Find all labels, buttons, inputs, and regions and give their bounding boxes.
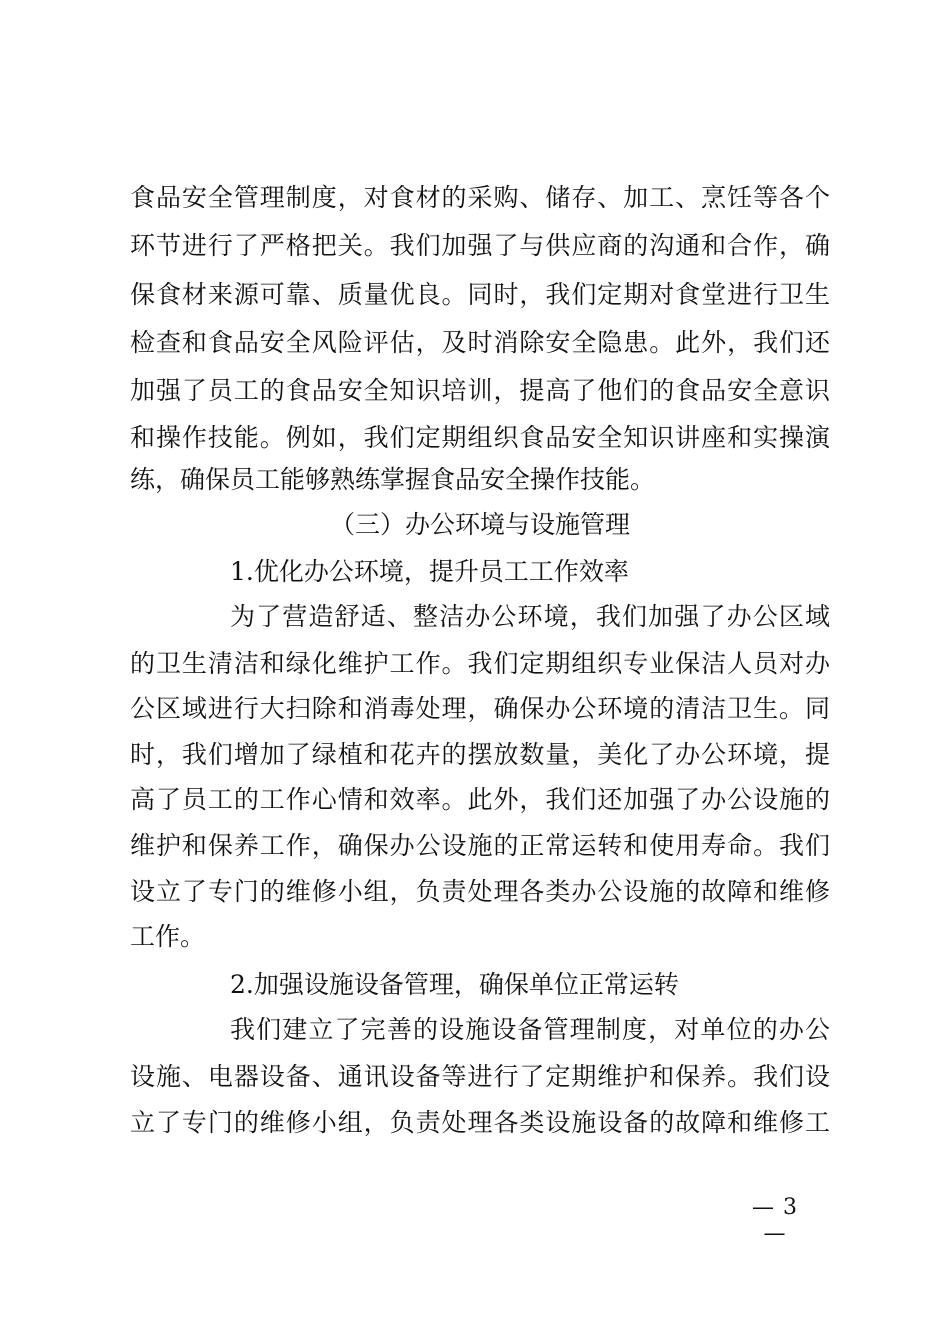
- text-line: 加强了员工的食品安全知识培训，提高了他们的食品安全意识: [130, 376, 830, 405]
- text-line: 高了员工的工作心情和效率。此外，我们还加强了办公设施的: [130, 785, 830, 814]
- text-line: 练，确保员工能够熟练掌握食品安全操作技能。: [130, 465, 656, 494]
- text-line: 工作。: [130, 922, 206, 951]
- text-line: 的卫生清洁和绿化维护工作。我们定期组织专业保洁人员对办: [130, 649, 830, 678]
- text-line: 保食材来源可靠、质量优良。同时，我们定期对食堂进行卫生: [130, 280, 830, 309]
- text-line: 和操作技能。例如，我们定期组织食品安全知识讲座和实操演: [130, 423, 830, 452]
- text-line: 检查和食品安全风险评估，及时消除安全隐患。此外，我们还: [130, 328, 830, 357]
- text-line: 为了营造舒适、整洁办公环境，我们加强了办公区域: [230, 602, 830, 631]
- text-line: 时，我们增加了绿植和花卉的摆放数量，美化了办公环境，提: [130, 740, 830, 769]
- text-line: 设立了专门的维修小组，负责处理各类办公设施的故障和维修: [130, 877, 830, 906]
- subheading-optimize-office: 1.优化办公环境，提升员工工作效率: [230, 557, 629, 586]
- page-number: — 3 —: [752, 1195, 798, 1246]
- text-line: 食品安全管理制度，对食材的采购、储存、加工、烹饪等各个: [130, 183, 830, 212]
- text-line: 立了专门的维修小组，负责处理各类设施设备的故障和维修工: [130, 1108, 830, 1137]
- section-heading: （三）办公环境与设施管理: [329, 510, 630, 539]
- text-line: 公区域进行大扫除和消毒处理，确保办公环境的清洁卫生。同: [130, 694, 830, 723]
- text-line: 我们建立了完善的设施设备管理制度，对单位的办公: [230, 1015, 830, 1044]
- subheading-facility-management: 2.加强设施设备管理，确保单位正常运转: [230, 970, 679, 999]
- text-line: 环节进行了严格把关。我们加强了与供应商的沟通和合作，确: [130, 231, 830, 260]
- text-line: 设施、电器设备、通讯设备等进行了定期维护和保养。我们设: [130, 1062, 830, 1091]
- text-line: 维护和保养工作，确保办公设施的正常运转和使用寿命。我们: [130, 831, 830, 860]
